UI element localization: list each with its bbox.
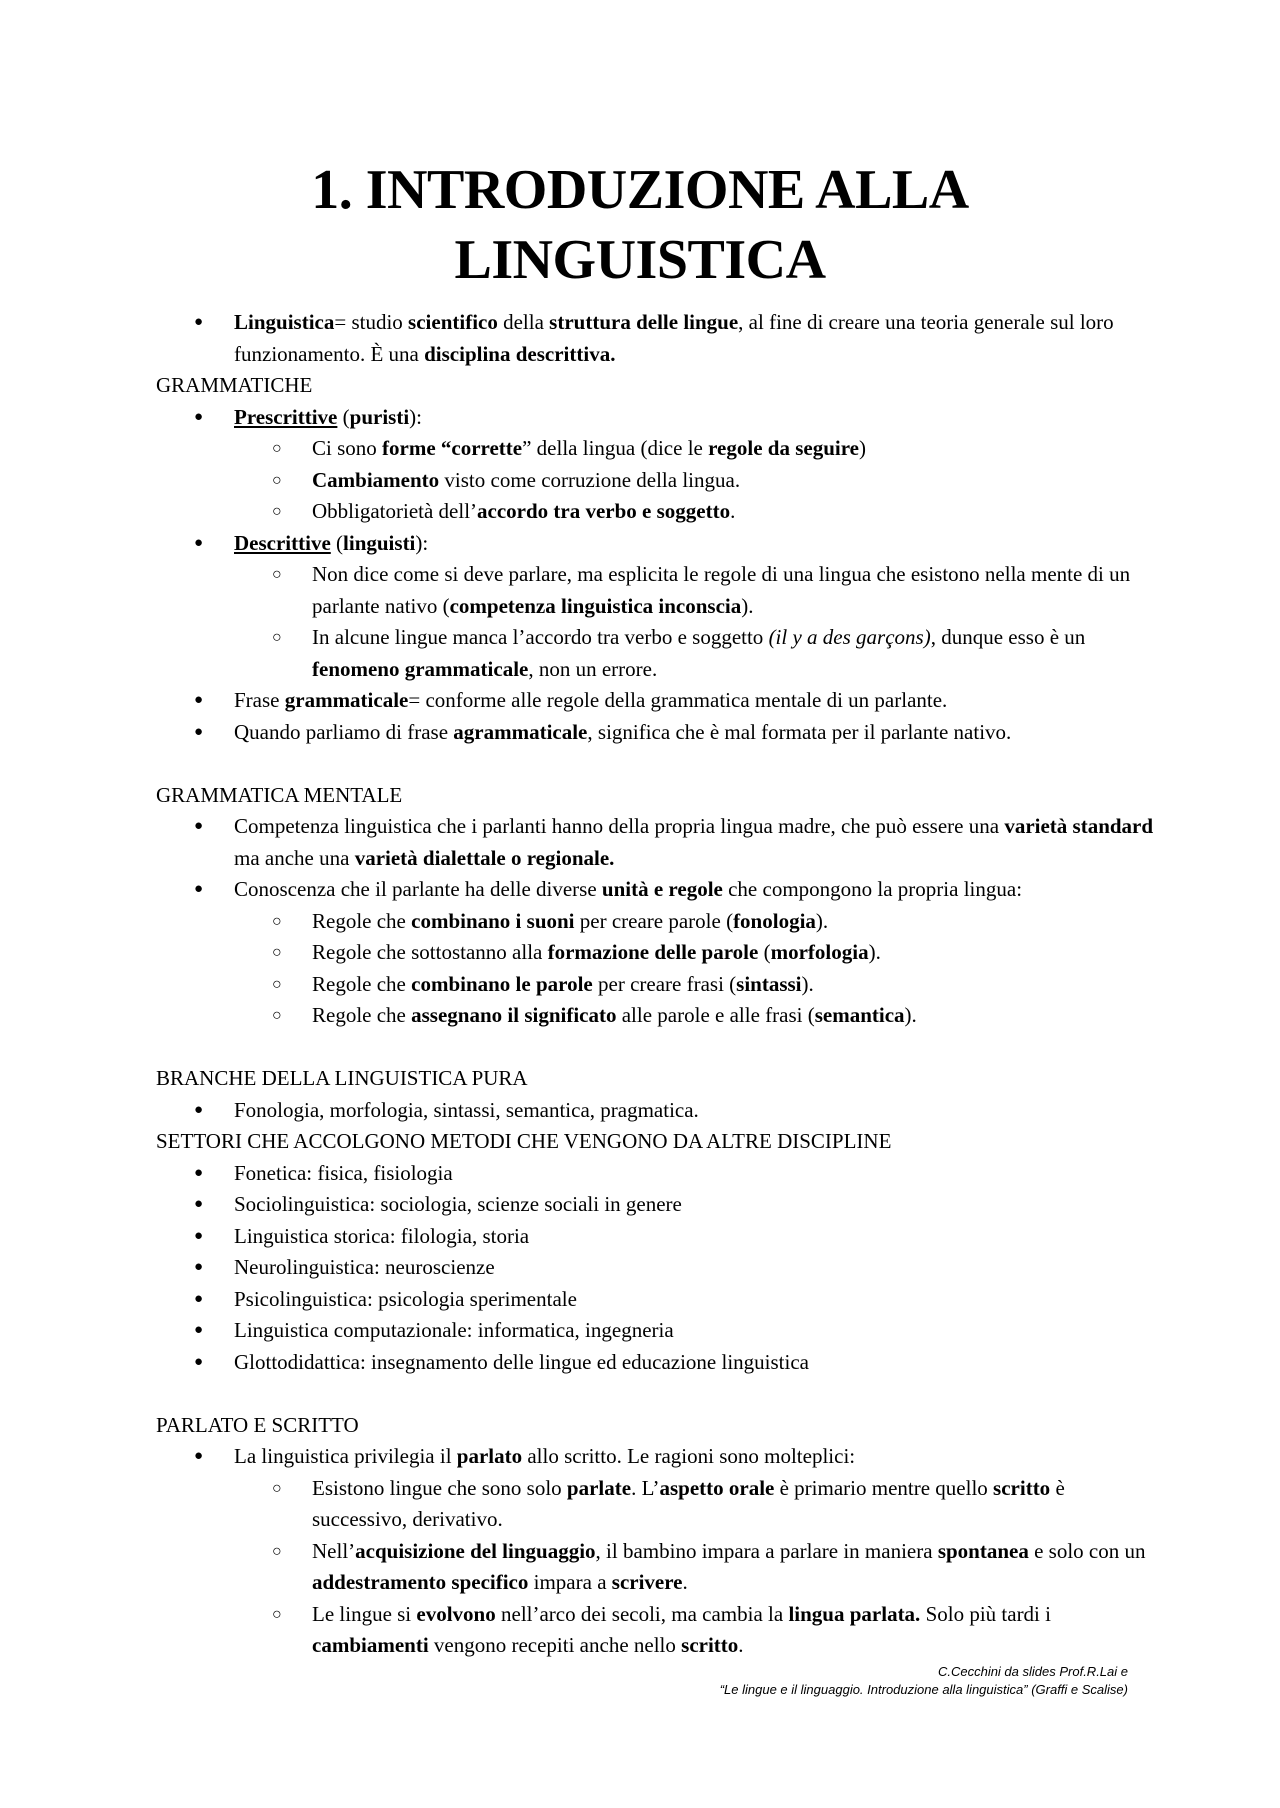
grammatiche-list — [156, 402, 1156, 749]
term-linguistica: Linguistica — [234, 310, 335, 334]
section-heading-grammatica-mentale: GRAMMATICA MENTALE — [156, 782, 403, 807]
section-heading-branche: BRANCHE DELLA LINGUISTICA PURA — [156, 1066, 528, 1090]
sub-list-item: ○ Obbligatorietà dell’accordo tra verbo e soggetto. — [156, 496, 1156, 528]
branche-list — [156, 1095, 1156, 1127]
list-item-descrittive: ● Descrittive (linguisti): — [156, 528, 1156, 560]
bold-text: struttura delle lingue — [549, 310, 739, 334]
italic-example: (il y a des garçons) — [768, 625, 931, 649]
term-descrittive: Descrittive — [234, 530, 331, 555]
parlato-list — [156, 1441, 1156, 1662]
text: ( — [337, 404, 350, 429]
sub-list-item: ○ In alcune lingue manca l’accordo tra verbo e soggetto (il y a des garçons), dunque esso è un fenomeno grammaticale, non un errore. — [156, 622, 1156, 685]
title-line-1: 1. INTRODUZIONE ALLA — [311, 159, 969, 221]
text: della — [497, 310, 550, 334]
sub-list-item: ○ Non dice come si deve parlare, ma esplicita le regole di una lingua che esistono nella mente di un parlante nativo (competenza linguistica inconscia). — [156, 559, 1156, 622]
sub-list-item: ○ Regole che assegnano il significato alle parole e alle frasi (semantica). — [156, 1000, 1156, 1032]
sub-list-item: ○ Regole che combinano le parole per creare frasi (sintassi). — [156, 969, 1156, 1001]
footer-credit — [720, 1663, 1128, 1699]
footer-line-2: “Le lingue e il linguaggio. Introduzione alla linguistica” (Graffi e Scalise) — [719, 1682, 1128, 1697]
list-item: ● Psicolinguistica: psicologia sperimentale — [156, 1284, 1156, 1316]
list-item: ● Fonologia, morfologia, sintassi, semantica, pragmatica. — [156, 1095, 1156, 1127]
intro-list — [156, 307, 1156, 370]
list-item: ● Fonetica: fisica, fisiologia — [156, 1158, 1156, 1190]
mentale-list — [156, 811, 1156, 1032]
list-item: ● La linguistica privilegia il parlato allo scritto. Le ragioni sono molteplici: — [156, 1441, 1156, 1473]
term-prescrittive: Prescrittive — [234, 404, 338, 429]
footer-line-1: C.Cecchini da slides Prof.R.Lai e — [937, 1664, 1128, 1679]
sub-list-item: ○ Regole che combinano i suoni per creare parole (fonologia). — [156, 906, 1156, 938]
sub-list-item: ○ Cambiamento visto come corruzione della lingua. — [156, 465, 1156, 497]
bold-text: puristi — [349, 404, 410, 429]
list-item: ● Frase grammaticale= conforme alle regole della grammatica mentale di un parlante. — [156, 685, 1156, 717]
sub-list-item: ○ Le lingue si evolvono nell’arco dei secoli, ma cambia la lingua parlata. Solo più tardi i cambiamenti vengono recepiti anche nello scritto. — [156, 1599, 1156, 1662]
text: = studio — [334, 310, 409, 334]
section-heading-settori: SETTORI CHE ACCOLGONO METODI CHE VENGONO DA ALTRE DISCIPLINE — [156, 1129, 892, 1153]
title-line-2: LINGUISTICA — [454, 229, 826, 291]
intro-item — [156, 307, 1156, 370]
section-heading-parlato-scritto: PARLATO E SCRITTO — [156, 1412, 359, 1437]
list-item: ● Neurolinguistica: neuroscienze — [156, 1252, 1156, 1284]
text: ): — [409, 404, 422, 429]
document-body — [156, 307, 1156, 1662]
text: , al fine di creare una teoria generale sul loro funzionamento. È una — [234, 310, 1114, 366]
bold-text: disciplina descrittiva. — [424, 341, 616, 366]
list-item: ● Linguistica computazionale: informatica, ingegneria — [156, 1315, 1156, 1347]
list-item: ● Conoscenza che il parlante ha delle diverse unità e regole che compongono la propria lingua: — [156, 874, 1156, 906]
list-item: ● Quando parliamo di frase agrammaticale, significa che è mal formata per il parlante nativo. — [156, 717, 1156, 749]
sub-list-item: ○ Esistono lingue che sono solo parlate. L’aspetto orale è primario mentre quello scritto è successivo, derivativo. — [156, 1473, 1156, 1536]
bold-text: scientifico — [408, 310, 498, 334]
sub-list-item: ○ Nell’acquisizione del linguaggio, il bambino impara a parlare in maniera spontanea e solo con un addestramento specifico impara a scrivere. — [156, 1536, 1156, 1599]
list-item: ● Glottodidattica: insegnamento delle lingue ed educazione linguistica — [156, 1347, 1156, 1379]
sub-list-item: ○ Regole che sottostanno alla formazione delle parole (morfologia). — [156, 937, 1156, 969]
list-item: ● Competenza linguistica che i parlanti hanno della propria lingua madre, che può essere una varietà standard ma anche una varietà dialettale o regionale. — [156, 811, 1156, 874]
list-item: ● Linguistica storica: filologia, storia — [156, 1221, 1156, 1253]
list-item: ● Sociolinguistica: sociologia, scienze sociali in genere — [156, 1189, 1156, 1221]
settori-list — [156, 1158, 1156, 1379]
sub-list-item: ○ Ci sono forme “corrette” della lingua (dice le regole da seguire) — [156, 433, 1156, 465]
section-heading-grammatiche: GRAMMATICHE — [156, 373, 313, 397]
list-item-prescrittive — [156, 402, 1156, 434]
page-title — [0, 155, 1280, 295]
